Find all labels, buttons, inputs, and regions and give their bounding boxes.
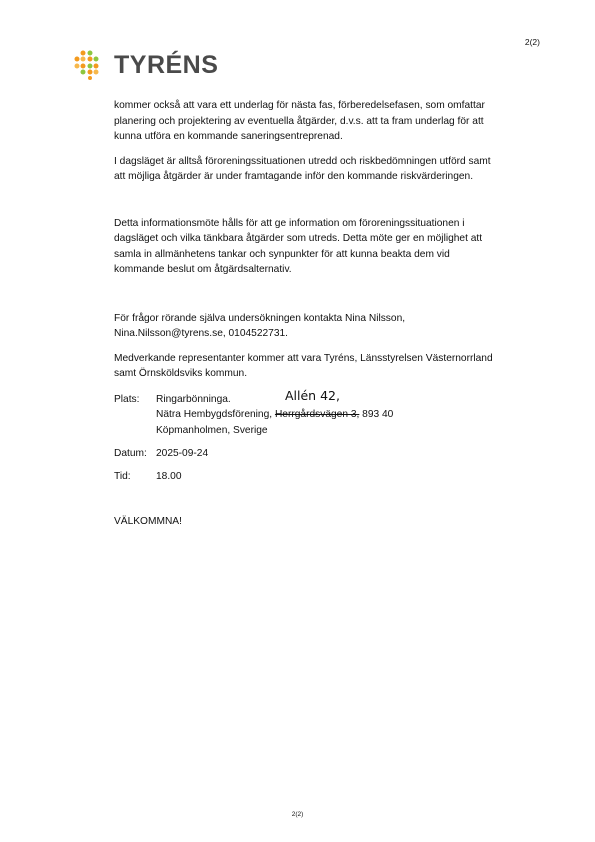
plats-row bbox=[114, 387, 494, 439]
logo-text: TYRÉNS bbox=[114, 50, 219, 79]
tyrens-logo bbox=[74, 50, 218, 80]
plats-line-2-prefix: Nätra Hembygdsförening, bbox=[156, 409, 273, 420]
closing-text: VÄLKOMMNA! bbox=[114, 516, 182, 527]
tid-value: 18.00 bbox=[156, 470, 182, 482]
paragraph-1: kommer också att vara ett underlag för nästa fas, förberedelsefasen, som omfattar planering och projektering av eventuella åtgärder, d.v.s. att ta fram underlag för att kunna utföra en kommande saneringsentreprenad. bbox=[114, 100, 485, 142]
datum-label: Datum: bbox=[114, 448, 147, 459]
paragraph-3: Detta informationsmöte hålls för att ge information om föroreningssituationen i dagsläget och vilka tänkbara åtgärder som utreds. Detta möte ger en möjlighet att samla in allmänhetens tankar och synpunkter för att kunna beakta dem vid kommande beslut om åtgärdsalternativ. bbox=[114, 217, 483, 275]
letter-body bbox=[114, 98, 494, 530]
paragraph-5: Medverkande representanter kommer att vara Tyréns, Länsstyrelsen Västernorrland samt Örnsköldsviks kommun. bbox=[114, 352, 493, 379]
plats-line-3: Köpmanholmen, Sverige bbox=[156, 424, 268, 436]
tid-row bbox=[114, 469, 494, 485]
plats-label: Plats: bbox=[114, 393, 140, 405]
handwritten-correction: Allén 42, bbox=[285, 387, 340, 403]
struck-address: Herrgårdsvägen 3, bbox=[274, 409, 360, 420]
datum-value: 2025-09-24 bbox=[156, 448, 209, 459]
plats-line-2-suffix: 893 40 bbox=[362, 409, 394, 420]
footer-page-number: 2(2) bbox=[291, 811, 304, 818]
tid-label: Tid: bbox=[114, 470, 131, 482]
plats-line-1: Ringarbönninga. bbox=[156, 393, 231, 405]
paragraph-4: För frågor rörande själva undersökningen kontakta Nina Nilsson, Nina.Nilsson@tyrens.se, 0104522731. bbox=[114, 312, 406, 339]
page-number: 2(2) bbox=[524, 37, 540, 47]
plats-value bbox=[156, 392, 393, 439]
paragraph-2: I dagsläget är alltså föroreningssituationen utredd och riskbedömningen utförd samt att möjliga åtgärder är under framtagande inför den kommande riskvärderingen. bbox=[114, 155, 491, 182]
datum-row bbox=[114, 446, 494, 462]
plats-line-2 bbox=[156, 407, 393, 423]
logo-dots-icon bbox=[74, 50, 104, 80]
